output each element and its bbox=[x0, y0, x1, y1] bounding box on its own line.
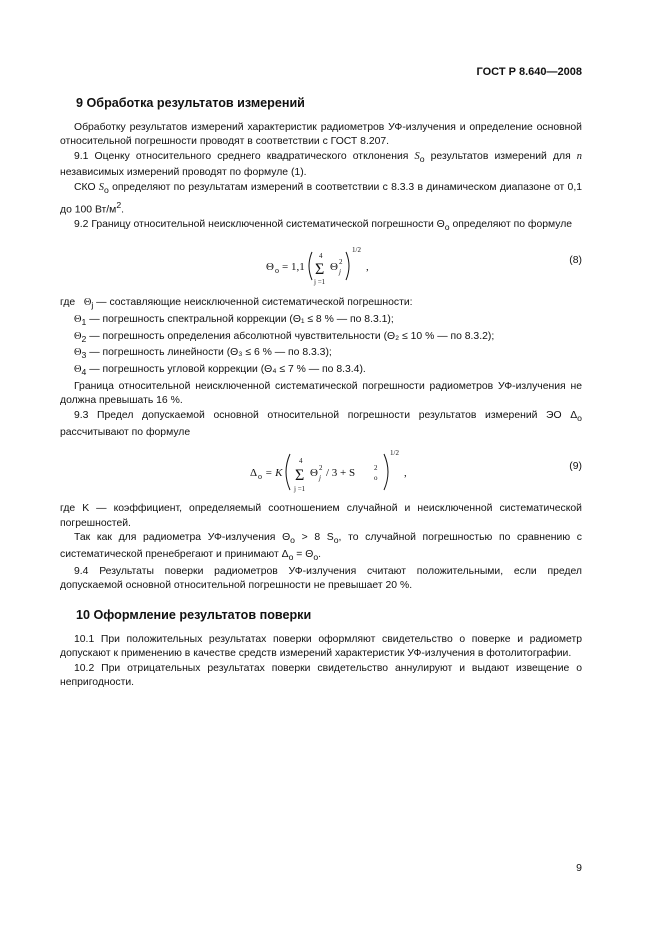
f9-div: / 3 + S bbox=[326, 467, 356, 480]
f8-term-sub: j bbox=[339, 268, 341, 277]
paragraph-10-2: 10.2 При отрицательных результатах поверки свидетельство аннулируют и выдают извещение о непригодности. bbox=[60, 662, 582, 689]
paragraph-sko: СКО $S_о$ определяют по результатам измерений в соответствии с 8.3.3 в динамическом диапазоне от 0,1 до 100 $Вт/м^2$. bbox=[60, 182, 582, 216]
f8-sigma: Σ bbox=[315, 261, 325, 279]
where-item: $\Theta_1$ — погрешность спектральной коррекции (Θ₁ ≤ 8 % — по 8.3.1); bbox=[74, 314, 394, 328]
where-item: $\Theta_4$ — погрешность угловой коррекции (Θ₄ ≤ 7 % — по 8.3.4). bbox=[74, 364, 366, 378]
f9-eq: = K bbox=[265, 467, 283, 480]
f8-left-paren bbox=[309, 252, 312, 280]
f8-term: Θ bbox=[330, 261, 338, 274]
where-item: $\Theta_2$ — погрешность определения абсолютной чувствительности (Θ₂ ≤ 10 % — по 8.3.2); bbox=[74, 330, 495, 344]
f9-trail: , bbox=[404, 467, 407, 480]
where-list bbox=[60, 296, 582, 379]
f8-power: 1/2 bbox=[352, 246, 361, 255]
formula-8-number: (8) bbox=[569, 255, 582, 267]
where-item: где $\Theta_j$ — составляющие неисключенной систематической погрешности: bbox=[60, 297, 413, 311]
formula-8-graphic bbox=[60, 240, 582, 292]
f8-lhs-sub: о bbox=[275, 266, 279, 276]
f9-left-paren bbox=[286, 454, 290, 490]
f9-lhs: Δ bbox=[250, 467, 258, 480]
page-number: 9 bbox=[576, 862, 582, 874]
where-k-paragraph: где K — коэффициент, определяемый соотношением случайной и неисключенной систематической погрешностей. bbox=[60, 503, 582, 529]
limit-paragraph: Граница относительной неисключенной систематической погрешности радиометров УФ-излучения не должна превышать 16 %. bbox=[60, 380, 582, 407]
f8-right-paren bbox=[346, 252, 349, 280]
paragraph-9-1: 9.1 Оценку относительного среднего квадратического отклонения $S_о$ результатов измерений для n независимых измерений проводят по формуле (1). bbox=[60, 150, 582, 179]
f9-sum-top: 4 bbox=[299, 457, 303, 466]
section-9-intro: Обработку результатов измерений характеристик радиометров УФ-излучения и определение основной относительной погрешности проводят в соответствии с ГОСТ 8.207. bbox=[60, 121, 582, 148]
formula-9-graphic bbox=[60, 446, 582, 498]
f8-sum-top: 4 bbox=[319, 252, 323, 261]
formula-9 bbox=[60, 446, 582, 498]
f9-sum-bottom: j =1 bbox=[294, 485, 306, 494]
f8-lhs: Θ bbox=[266, 261, 274, 274]
f8-trail: , bbox=[366, 261, 369, 274]
paragraph-9-3: 9.3 Предел допускаемой основной относительной погрешности результатов измерений ЭО $\Delta_о$ рассчитывают по формуле bbox=[60, 410, 582, 438]
f8-eq: = 1,1 bbox=[282, 261, 305, 274]
f9-sigma: Σ bbox=[295, 467, 305, 485]
f9-power: 1/2 bbox=[390, 449, 399, 458]
paragraph-9-2: 9.2 Границу относительной неисключенной систематической погрешности $\Theta_о$ определяют по формуле bbox=[74, 218, 573, 232]
f9-right-paren bbox=[384, 454, 388, 490]
paragraph-9-4: 9.4 Результаты поверки радиометров УФ-излучения считают положительными, если предел допускаемой основной относительной погрешности не превышает 20 %. bbox=[60, 565, 582, 592]
f9-s-sup: 2 bbox=[374, 464, 378, 473]
document-code: ГОСТ Р 8.640—2008 bbox=[476, 66, 582, 78]
formula-9-number: (9) bbox=[569, 461, 582, 473]
since-paragraph: Так как для радиометра УФ-излучения $\Theta_о > 8$ $S_о$, то случайной погрешностью по сравнению с систематической пренебрегают и принимают $\Delta_о = \Theta_о$. bbox=[60, 532, 582, 563]
section-10-title: 10 Оформление результатов поверки bbox=[76, 607, 312, 622]
f8-sum-bottom: j =1 bbox=[314, 278, 326, 287]
f9-s-sub: о bbox=[374, 474, 378, 483]
section-9-title: 9 Обработка результатов измерений bbox=[76, 96, 305, 110]
f9-term-sub: j bbox=[319, 474, 321, 483]
f8-term-sup: 2 bbox=[339, 258, 343, 267]
page-content bbox=[60, 96, 582, 691]
where-item: $\Theta_3$ — погрешность линейности (Θ₃ ≤ 6 % — по 8.3.3); bbox=[74, 347, 332, 361]
f9-term-sup: 2 bbox=[319, 464, 323, 473]
paragraph-10-1: 10.1 При положительных результатах поверки оформляют свидетельство о поверке и радиометр допускают к применению в качестве средств измерений характеристик УФ-излучения в фотолитографии. bbox=[60, 633, 582, 660]
f9-term: Θ bbox=[310, 467, 318, 480]
formula-8 bbox=[60, 240, 582, 292]
f9-lhs-sub: о bbox=[258, 472, 262, 482]
